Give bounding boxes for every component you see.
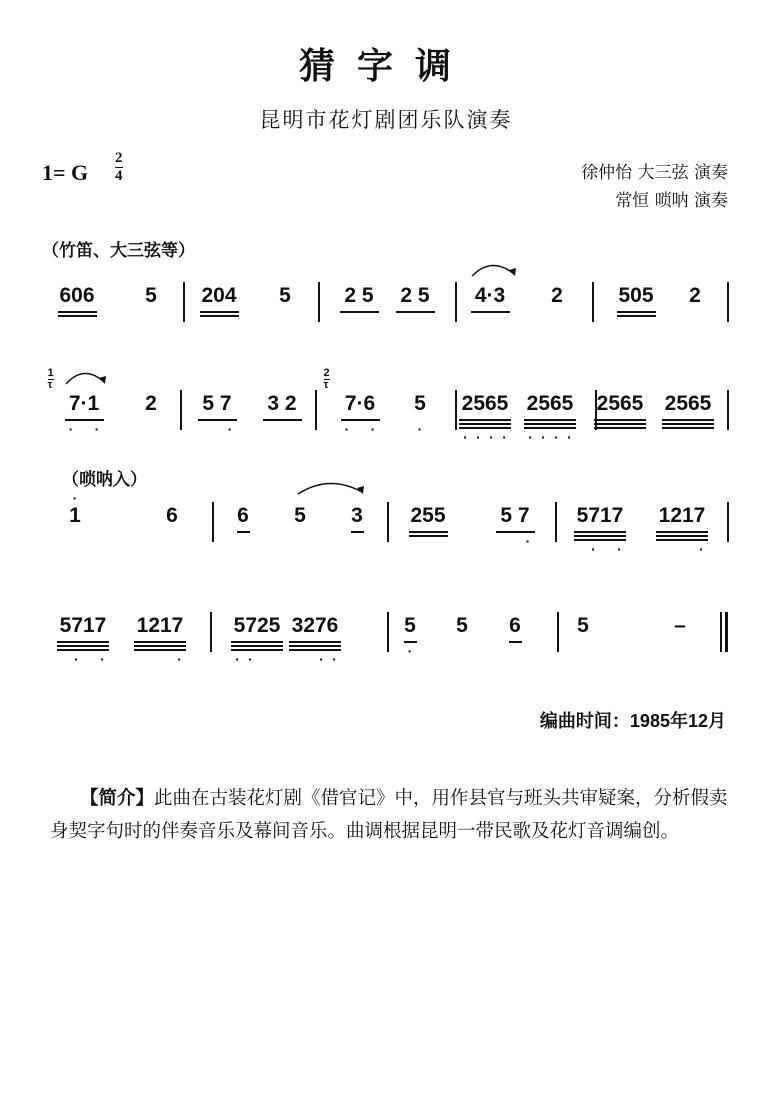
note-group <box>577 614 590 638</box>
beam-line <box>289 645 341 647</box>
notes: 5 7 <box>500 504 530 527</box>
note-group <box>524 392 576 445</box>
note-group <box>294 504 307 528</box>
high-octave-dot: · <box>72 490 78 506</box>
slur-arrow <box>64 368 110 388</box>
beam-line <box>340 311 379 313</box>
bar-line <box>725 612 728 652</box>
notes: 2 5 <box>400 284 430 307</box>
beam-line <box>574 531 626 533</box>
note-group <box>237 504 250 528</box>
bar-line <box>387 502 389 542</box>
beam-line <box>617 311 656 313</box>
section-label-1: （竹笛、大三弦等） <box>42 241 195 260</box>
notes: 2 5 <box>344 284 374 307</box>
low-octave-dots: · <box>525 533 531 549</box>
beam-line <box>471 311 510 313</box>
notes: 5 <box>279 284 291 307</box>
note-group <box>166 504 179 528</box>
notes: 1217 <box>658 504 706 527</box>
notes: 5 <box>456 614 468 637</box>
notes: 7·1 <box>68 392 100 415</box>
bar-line <box>555 502 557 542</box>
note-group <box>496 504 535 549</box>
intro-label: 【简介】 <box>80 788 155 809</box>
subtitle: 昆明市花灯剧团乐队演奏 <box>259 108 513 132</box>
notes: 6 <box>509 614 521 637</box>
bar-line <box>318 282 320 322</box>
slur-arrow <box>470 260 520 280</box>
notes: 204 <box>201 284 237 307</box>
low-octave-dots: · · <box>591 541 622 557</box>
beam-line <box>57 641 109 643</box>
note-group <box>65 392 104 437</box>
beam-line <box>58 315 97 317</box>
section-label-2: （唢呐入） <box>62 470 147 489</box>
bar-line <box>592 282 594 322</box>
beam-line <box>134 641 186 643</box>
note-group <box>471 284 510 308</box>
note-group <box>689 284 702 308</box>
bar-line <box>727 282 729 322</box>
bar-line <box>210 612 212 652</box>
slur-arrow <box>296 478 368 498</box>
notes: 606 <box>59 284 95 307</box>
beam-line <box>524 423 576 425</box>
note-group <box>289 614 341 667</box>
beam-line <box>662 423 714 425</box>
beam-line <box>58 311 97 313</box>
bar-line <box>183 282 185 322</box>
notes: 2 <box>551 284 563 307</box>
notes: 6 <box>166 504 178 527</box>
low-octave-dots: · <box>699 541 704 557</box>
note-group <box>279 284 292 308</box>
low-octave-dots: · · <box>235 651 253 667</box>
beam-line <box>351 531 364 533</box>
low-octave-dots: · · · · <box>463 429 507 445</box>
notes: 1217 <box>136 614 184 637</box>
notes: 255 <box>410 504 446 527</box>
note-group <box>231 614 283 667</box>
note-group <box>404 614 417 659</box>
grace-note: 1 τ <box>47 367 54 391</box>
bar-line <box>557 612 559 652</box>
note-group <box>409 504 448 528</box>
low-octave-dots: · <box>227 421 233 437</box>
note-group <box>341 392 380 437</box>
note-group <box>69 504 82 528</box>
notes: 5 <box>404 614 416 637</box>
beam-line <box>200 311 239 313</box>
low-octave-dots: · · · · <box>528 429 572 445</box>
key-signature: 1= G <box>42 160 89 185</box>
beam-line <box>263 419 302 421</box>
note-group <box>617 284 656 308</box>
low-octave-dots: · · <box>68 421 100 437</box>
note-group <box>145 284 158 308</box>
intro-text: 此曲在古装花灯剧《借官记》中，用作县官与班头共审疑案，分析假卖身契字句时的伴奏音乐及幕间音乐。曲调根据昆明一带民歌及花灯音调编创。 <box>50 788 728 842</box>
beam-line <box>656 535 708 537</box>
meter-bottom: 4 <box>115 168 123 184</box>
note-group <box>674 614 687 638</box>
low-octave-dots: · <box>177 651 182 667</box>
bar-line <box>387 612 389 652</box>
notes: 2565 <box>461 392 509 415</box>
beam-line <box>200 315 239 317</box>
note-group <box>662 392 714 416</box>
notes: 2565 <box>596 392 644 415</box>
low-octave-dots: · · <box>319 651 337 667</box>
notes: 6 <box>237 504 249 527</box>
bar-line <box>315 390 317 430</box>
notes: 5 <box>145 284 157 307</box>
notes: 2 <box>689 284 701 307</box>
beam-line <box>574 535 626 537</box>
page-title: 猜字调 <box>298 45 473 87</box>
note-group <box>509 614 522 638</box>
note-group <box>200 284 239 308</box>
notes: 5717 <box>59 614 107 637</box>
notes: 2565 <box>664 392 712 415</box>
composition-date: 编曲时间：1985年12月 <box>539 711 726 731</box>
notes: – <box>674 614 686 637</box>
note-group <box>58 284 97 308</box>
beam-line <box>459 419 511 421</box>
beam-line <box>57 645 109 647</box>
beam-line <box>656 531 708 533</box>
beam-line <box>409 535 448 537</box>
note-group <box>198 392 237 437</box>
notes: 3 2 <box>267 392 297 415</box>
notes: 5 <box>294 504 306 527</box>
beam-line <box>662 427 714 429</box>
beam-line <box>459 423 511 425</box>
note-group <box>574 504 626 557</box>
bar-line <box>727 390 729 430</box>
note-group <box>459 392 511 445</box>
notes: 5725 <box>233 614 281 637</box>
bar-line <box>727 502 729 542</box>
beam-line <box>617 315 656 317</box>
grace-note: 2 τ <box>323 367 330 391</box>
performer-1: 徐仲怡 大三弦 演奏 <box>581 163 728 183</box>
time-signature <box>115 150 123 185</box>
notes: 4·3 <box>474 284 506 307</box>
bar-line <box>455 390 457 430</box>
beam-line <box>509 641 522 643</box>
notes: 5717 <box>576 504 624 527</box>
beam-line <box>594 423 646 425</box>
bar-line <box>720 612 722 652</box>
note-group <box>351 504 364 528</box>
low-octave-dots: · <box>407 643 413 659</box>
beam-line <box>396 311 435 313</box>
beam-line <box>231 645 283 647</box>
note-group <box>594 392 646 416</box>
beam-line <box>524 419 576 421</box>
notes: 5 <box>414 392 426 415</box>
note-group <box>263 392 302 416</box>
notes: 1 <box>69 504 81 527</box>
note-group <box>145 392 158 416</box>
low-octave-dots: · · <box>74 651 105 667</box>
introduction <box>50 782 730 848</box>
note-group <box>134 614 186 667</box>
notes: 5 <box>577 614 589 637</box>
notes: 3 <box>351 504 363 527</box>
low-octave-dots: · <box>417 421 423 437</box>
beam-line <box>594 427 646 429</box>
beam-line <box>231 641 283 643</box>
notes: 7·6 <box>344 392 376 415</box>
notes: 5 7 <box>202 392 232 415</box>
notes: 2565 <box>526 392 574 415</box>
bar-line <box>455 282 457 322</box>
note-group <box>456 614 469 638</box>
beam-line <box>594 419 646 421</box>
performer-2: 常恒 唢呐 演奏 <box>615 191 728 211</box>
beam-line <box>409 531 448 533</box>
beam-line <box>237 531 250 533</box>
note-group <box>57 614 109 667</box>
bar-line <box>180 390 182 430</box>
meter-top: 2 <box>115 150 123 166</box>
note-group <box>414 392 427 437</box>
note-group <box>340 284 379 308</box>
low-octave-dots: · · <box>344 421 376 437</box>
note-group <box>396 284 435 308</box>
notes: 2 <box>145 392 157 415</box>
note-group <box>551 284 564 308</box>
notes: 3276 <box>291 614 339 637</box>
beam-line <box>662 419 714 421</box>
beam-line <box>289 641 341 643</box>
note-group <box>656 504 708 557</box>
bar-line <box>212 502 214 542</box>
notes: 505 <box>618 284 654 307</box>
beam-line <box>134 645 186 647</box>
